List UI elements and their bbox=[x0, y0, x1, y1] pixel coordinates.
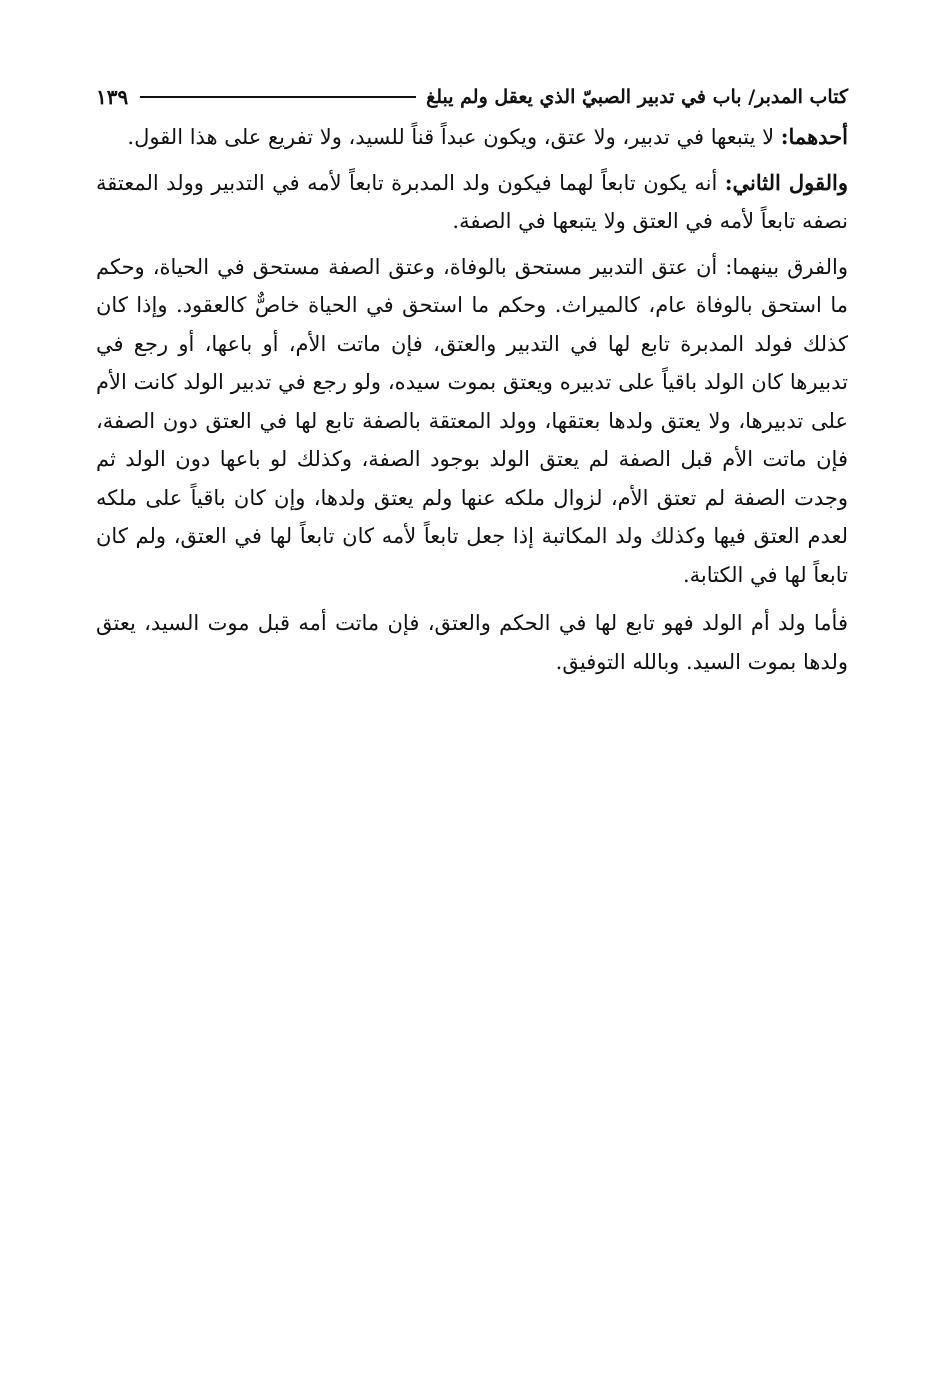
paragraph-text: فأما ولد أم الولد فهو تابع لها في الحكم والعتق، فإن ماتت أمه قبل موت السيد، يعتق ولدها بموت السيد. وبالله التوفيق. bbox=[96, 611, 848, 674]
paragraph-first-opinion bbox=[96, 118, 848, 157]
document-page bbox=[96, 80, 848, 688]
paragraph-lead: والقول الثاني: bbox=[724, 169, 849, 195]
paragraph-difference bbox=[96, 248, 848, 595]
running-header bbox=[96, 80, 848, 114]
page-number: ١٣٩ bbox=[96, 85, 129, 109]
paragraph-text: والفرق بينهما: أن عتق التدبير مستحق بالوفاة، وعتق الصفة مستحق في الحياة، وحكم ما استحق بالوفاة عام، كالميراث. وحكم ما استحق في الحياة خاصٌّ كالعقود. وإذا كان كذلك فولد المدبرة تابع لها في التدبير والعتق، فإن ماتت الأم، أو باعها، أو رجع في تدبيرها كان الولد باقياً على تدبيره ويعتق بموت سيده، ولو رجع في تدبير الولد كانت الأم على تدبيرها، ولا يعتق ولدها بعتقها، وولد المعتقة بالصفة تابع لها في العتق دون الصفة، فإن ماتت الأم قبل الصفة لم يعتق الولد بوجود الصفة، وكذلك لو باعها دون الولد ثم وجدت الصفة لم تعتق الأم، لزوال ملكه عنها ولم يعتق ولدها، وإن كان باقياً على ملكه لعدم العتق فيها وكذلك ولد المكاتبة إذا جعل تابعاً لأمه كان تابعاً لها في العتق، ولم كان تابعاً لها في الكتابة. bbox=[96, 254, 848, 587]
body-text bbox=[96, 118, 848, 681]
header-title: كتاب المدبر/ باب في تدبير الصبيّ الذي يعقل ولم يبلغ bbox=[426, 86, 848, 108]
paragraph-lead: أحدهما: bbox=[780, 124, 848, 149]
paragraph-second-opinion bbox=[96, 164, 848, 241]
paragraph-umm-walad bbox=[96, 604, 848, 681]
header-rule bbox=[140, 96, 416, 98]
paragraph-text: لا يتبعها في تدبير، ولا عتق، ويكون عبداً قناً للسيد، ولا تفريع على هذا القول. bbox=[127, 125, 781, 149]
paragraph-text: أنه يكون تابعاً لهما فيكون ولد المدبرة تابعاً لأمه في التدبير وولد المعتقة نصفه تابعاً لأمه في العتق ولا يتبعها في الصفة. bbox=[96, 170, 848, 233]
